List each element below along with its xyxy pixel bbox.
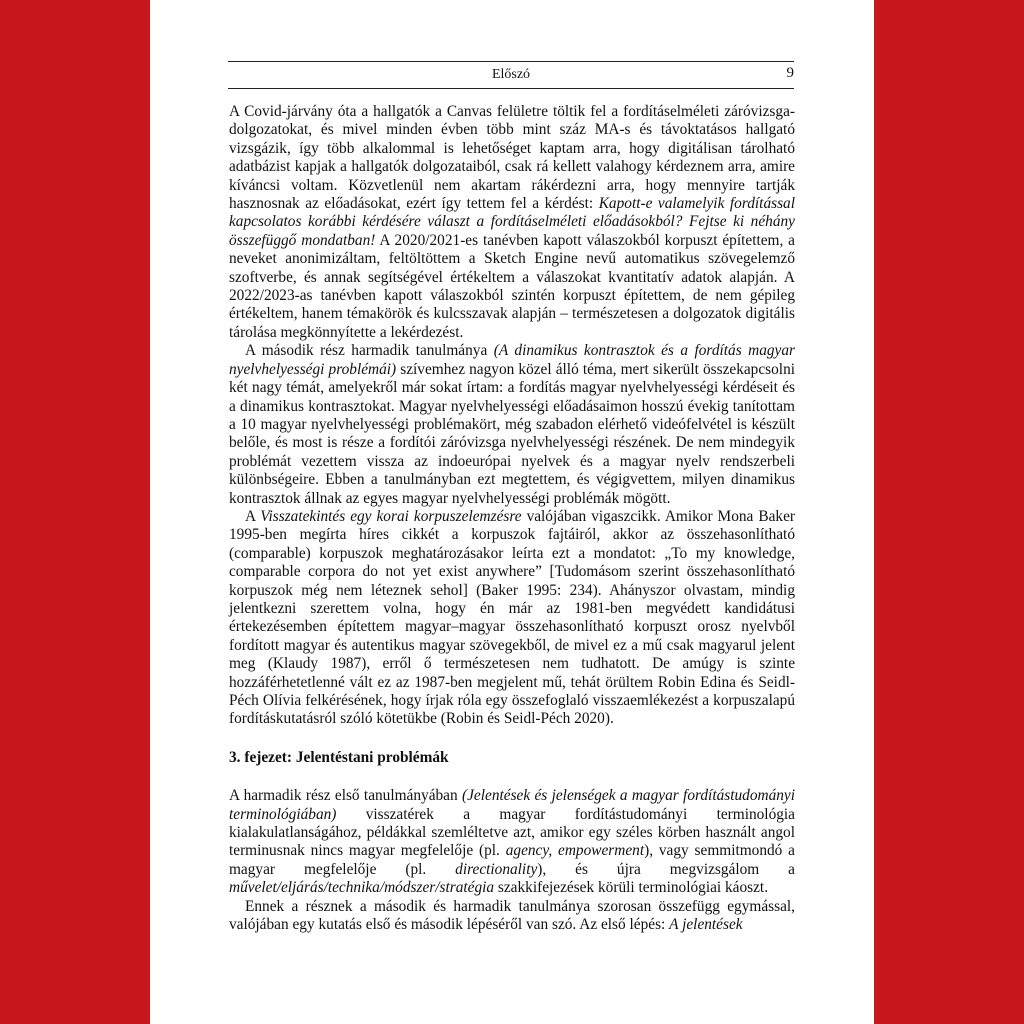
running-header [228, 61, 794, 89]
running-header-title: Előszó [491, 67, 531, 82]
page-number: 9 [786, 65, 794, 81]
book-page [150, 0, 874, 1024]
paragraph-3: A Visszatekintés egy korai korpuszelemzésre valójában vigaszcikk. Amikor Mona Baker 1995-ben megírta híres cikkét a korpuszok fajtáiról, akkor az összehasonlítható (comparable) korpuszok meghatározásakor leírta ezt a mondatot: „To my knowledge, comparable corpora do not yet exist anywhere” [Tudomásom szerint összehasonlítható korpuszok még nem léteznek sehol] (Baker 1995: 234). Ahányszor olvastam, mindig jelentkezni szerettem volna, hogy én már az 1981-ben megvédett kandidátusi értekezésemben építettem magyar–magyar összehasonlítható korpuszt orosz nyelvből fordított magyar és autentikus magyar szövegekből, de mivel ez a mű csak magyarul jelent meg (Klaudy 1987), erről ő természetesen nem tudhatott. De amúgy is szinte hozzáférhetetlenné vált ez az 1987-ben megjelent mű, tehát örültem Robin Edina és Seidl-Péch Olívia felkérésének, hogy írjak róla egy összefoglaló visszaemlékezést a korpuszalapú fordításkutatásról szóló kötetükbe (Robin és Seidl-Péch 2020). [229, 507, 795, 728]
page-body [229, 103, 795, 934]
paragraph-1: A Covid-járvány óta a hallgatók a Canvas felületre töltik fel a fordításelméleti záróvizsga-dolgozatokat, és mivel minden évben több mint száz MA-s és távoktatásos hallgató vizsgázik, így több alkalommal is lehetőséget kaptam arra, hogy digitálisan tárolható adatbázist kapjak a hallgatók dolgozataiból, csak rá kellett valahogy kérdeznem arra, amire kíváncsi voltam. Közvetlenül nem akartam rákérdezni arra, hogy mennyire tartják hasznosnak az előadásokat, ezért így tettem fel a kérdést: Kapott-e valamelyik fordítással kapcsolatos korábbi kérdésére választ a fordításelméleti előadásokból? Fejtse ki néhány összefüggő mondatban! A 2020/2021-es tanévben kapott válaszokból korpuszt építettem, a neveket anonimizáltam, feltöltöttem a Sketch Engine nevű automatikus szövegelemző szoftverbe, és annak segítségével értékeltem a válaszokat kvantitatív adatok alapján. A 2022/2023-as tanévben kapott válaszokból szintén korpuszt építettem, de nem gépileg értékeltem, hanem témakörök és kulcsszavak alapján – természetesen a dolgozatok digitális tárolása megkönnyítette a lekérdezést. [229, 103, 795, 341]
chapter-heading: 3. fejezet: Jelentéstani problémák [229, 748, 449, 766]
paragraph-2: A második rész harmadik tanulmánya (A dinamikus kontrasztok és a fordítás magyar nyelvhelyességi problémái) szívemhez nagyon közel álló téma, mert sikerült összekapcsolni két nagy témát, amelyekről már sokat írtam: a fordítás magyar nyelvhelyességi kérdéseit és a dinamikus kontrasztokat. Magyar nyelvhelyességi előadásaimon hosszú évekig tanítottam a 10 magyar nyelvhelyességi problémakört, még szabadon elérhető videófelvétel is készült belőle, és most is része a fordítói záróvizsga nyelvhelyességi részének. De nem mindegyik problémát vezettem vissza az indoeurópai nyelvek és a magyar nyelv rendszerbeli különbségeire. Ebben a tanulmányban ezt megtettem, és végigvettem, milyen dinamikus kontrasztok állnak az egyes magyar nyelvhelyességi problémák mögött. [229, 342, 796, 507]
paragraph-5: Ennek a résznek a második és harmadik tanulmánya szorosan összefügg egymással, valójában egy kutatás első és második lépéséről van szó. Az első lépés: A jelentések [229, 897, 795, 934]
paragraph-4: A harmadik rész első tanulmányában (Jelentések és jelenségek a magyar fordítástudományi terminológiában) visszatérek a magyar fordítástudományi terminológia kialakulatlanságához, példákkal szemléltetve azt, amikor egy széles körben használt angol terminusnak nincs magyar megfelelője (pl. agency, empowerment), vagy semmitmondó a magyar megfelelője (pl. directionality), és újra megvizsgálom a művelet/eljárás/technika/módszer/stratégia szakkifejezések körüli terminológiai káoszt. [229, 787, 796, 897]
